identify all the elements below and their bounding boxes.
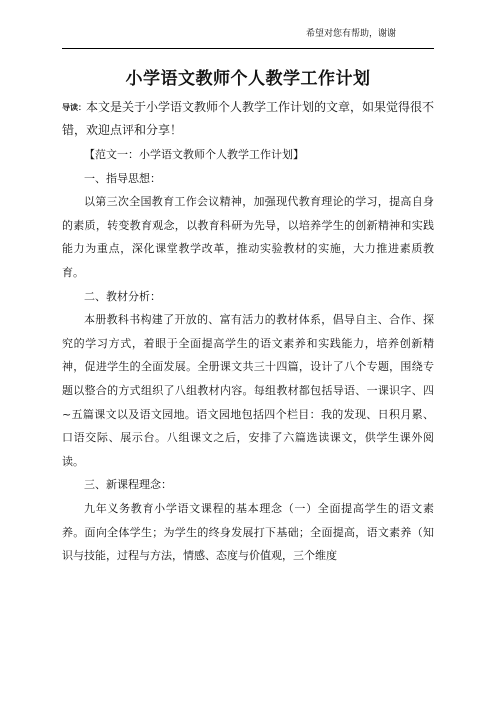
- document-body: [62, 96, 434, 568]
- section-paragraph-3: 九年义务教育小学语文课程的基本理念（一）全面提高学生的语文素养。面向全体学生；为学生的终身发展打下基础；全面提高，语文素养（知识与技能，过程与方法，情感、态度与价值观，三个维度: [62, 501, 434, 563]
- intro-paragraph: [62, 96, 434, 141]
- intro-label: 导读：: [62, 103, 86, 112]
- intro-text: 本文是关于小学语文教师个人教学工作计划的文章，如果觉得很不错，欢迎点评和分享！: [62, 100, 435, 137]
- sample-heading: 【范文一：小学语文教师个人教学工作计划】: [84, 148, 304, 161]
- section-paragraph-2: 本册教科书构建了开放的、富有活力的教材体系，倡导自主、合作、探究的学习方式，着眼于全面提高学生的语文素养和实践能力，培养创新精神，促进学生的全面发展。全册课文共三十四篇，设计了八个专题，围绕专题以整合的方式组织了八组教材内容。每组教材都包括导语、一课识字、四~五篇课文以及语文园地。语文园地包括四个栏目：我的发现、日积月累、口语交际、展示台。八组课文之后，安排了六篇选读课文，供学生课外阅读。: [62, 313, 434, 468]
- section-paragraph-1: 以第三次全国教育工作会议精神，加强现代教育理论的学习，提高自身的素质，转变教育观念，以教育科研为先导，以培养学生的创新精神和实践能力为重点，深化课堂教学改革，推动实验教材的实施，大力推进素质教育。: [62, 195, 434, 279]
- header-note: 希望对您有帮助，谢谢: [305, 29, 396, 39]
- header-rule: [62, 48, 434, 49]
- section-heading-3: 三、新课程理念：: [84, 478, 172, 492]
- document-title: 小学语文教师个人教学工作计划: [125, 69, 371, 89]
- section-heading-2: 二、教材分析：: [84, 289, 161, 303]
- section-heading-1: 一、指导思想：: [84, 171, 161, 185]
